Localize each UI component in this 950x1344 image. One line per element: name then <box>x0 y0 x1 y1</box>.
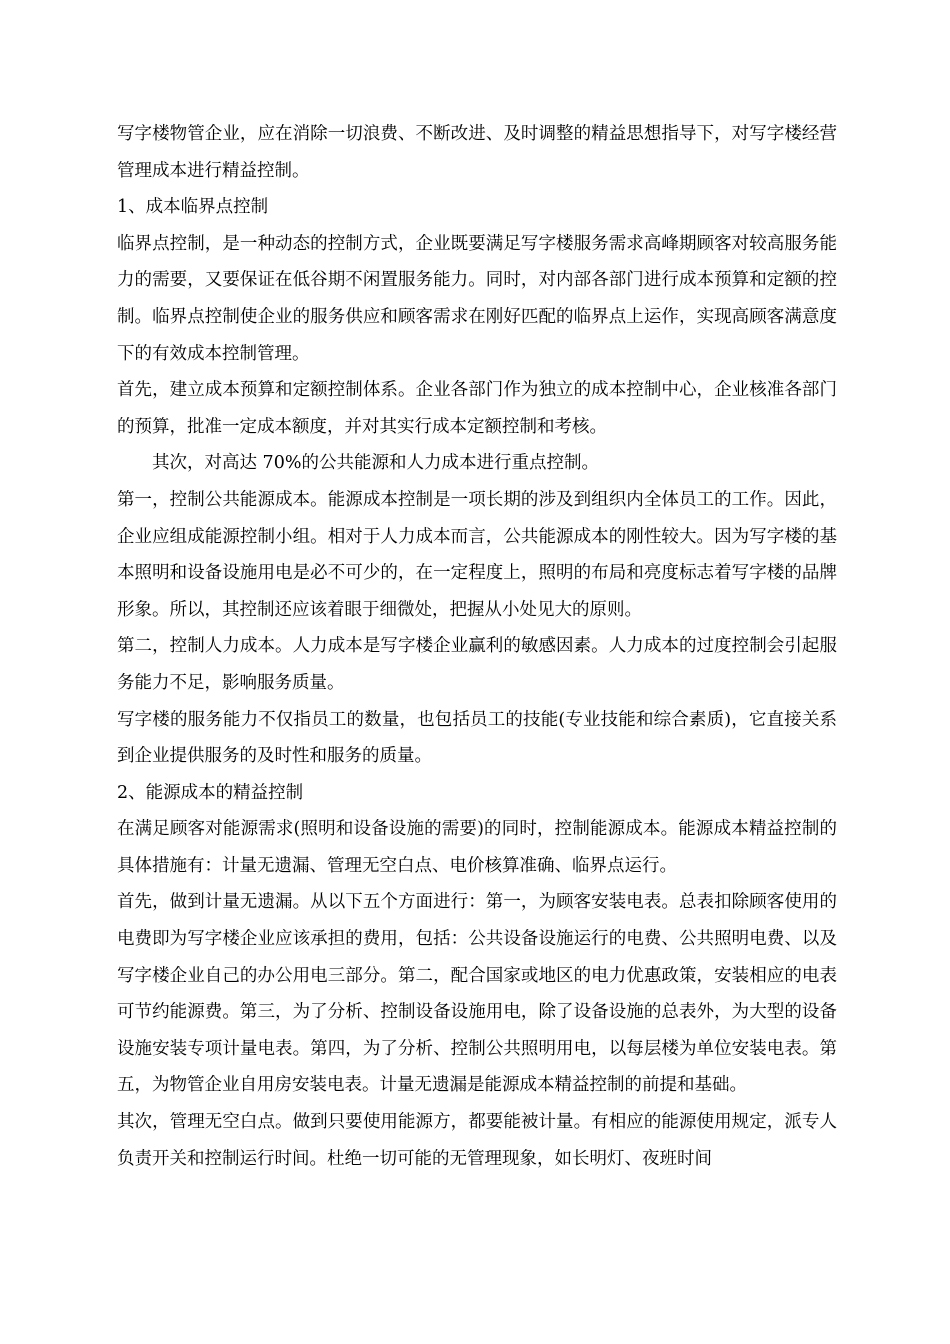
paragraph-critical-point-control: 临界点控制，是一种动态的控制方式，企业既要满足写字楼服务需求高峰期顾客对较高服务能力的需要，又要保证在低谷期不闲置服务能力。同时，对内部各部门进行成本预算和定额的控制。临界点控制使企业的服务供应和顾客需求在刚好匹配的临界点上运作，实现高顾客满意度下的有效成本控制管理。 <box>117 233 837 364</box>
paragraph-management: 其次，管理无空白点。做到只要使用能源方，都要能被计量。有相应的能源使用规定，派专人负责开关和控制运行时间。杜绝一切可能的无管理现象，如长明灯、夜班时间 <box>117 1112 837 1169</box>
document-body <box>117 116 837 1177</box>
paragraph-intro: 写字楼物管企业，应在消除一切浪费、不断改进、及时调整的精益思想指导下，对写字楼经营管理成本进行精益控制。 <box>117 124 837 181</box>
paragraph-key-control: 其次，对高达 70%的公共能源和人力成本进行重点控制。 <box>152 453 599 474</box>
section-heading-energy-lean-control: 2、能源成本的精益控制 <box>117 782 304 803</box>
section-heading-cost-critical-point: 1、成本临界点控制 <box>117 197 269 218</box>
paragraph-labor-cost: 第二，控制人力成本。人力成本是写字楼企业赢利的敏感因素。人力成本的过度控制会引起服务能力不足，影响服务质量。 <box>117 636 837 693</box>
paragraph-budget-system: 首先，建立成本预算和定额控制体系。企业各部门作为独立的成本控制中心，企业核准各部门的预算，批准一定成本额度，并对其实行成本定额控制和考核。 <box>117 380 837 437</box>
paragraph-energy-cost: 第一，控制公共能源成本。能源成本控制是一项长期的涉及到组织内全体员工的工作。因此，企业应组成能源控制小组。相对于人力成本而言，公共能源成本的刚性较大。因为写字楼的基本照明和设备设施用电是必不可少的，在一定程度上，照明的布局和亮度标志着写字楼的品牌形象。所以，其控制还应该着眼于细微处，把握从小处见大的原则。 <box>117 489 837 620</box>
paragraph-energy-measures: 在满足顾客对能源需求(照明和设备设施的需要)的同时，控制能源成本。能源成本精益控制的具体措施有：计量无遗漏、管理无空白点、电价核算准确、临界点运行。 <box>117 819 837 876</box>
paragraph-service-capacity: 写字楼的服务能力不仅指员工的数量，也包括员工的技能(专业技能和综合素质)，它直接关系到企业提供服务的及时性和服务的质量。 <box>117 709 837 767</box>
paragraph-metering: 首先，做到计量无遗漏。从以下五个方面进行：第一，为顾客安装电表。总表扣除顾客使用的电费即为写字楼企业应该承担的费用，包括：公共设备设施运行的电费、公共照明电费、以及写字楼企业自己的办公用电三部分。第二，配合国家或地区的电力优惠政策，安装相应的电表可节约能源费。第三，为了分析、控制设备设施用电，除了设备设施的总表外，为大型的设备设施安装专项计量电表。第四，为了分析、控制公共照明用电，以每层楼为单位安装电表。第五，为物管企业自用房安装电表。计量无遗漏是能源成本精益控制的前提和基础。 <box>117 892 837 1096</box>
